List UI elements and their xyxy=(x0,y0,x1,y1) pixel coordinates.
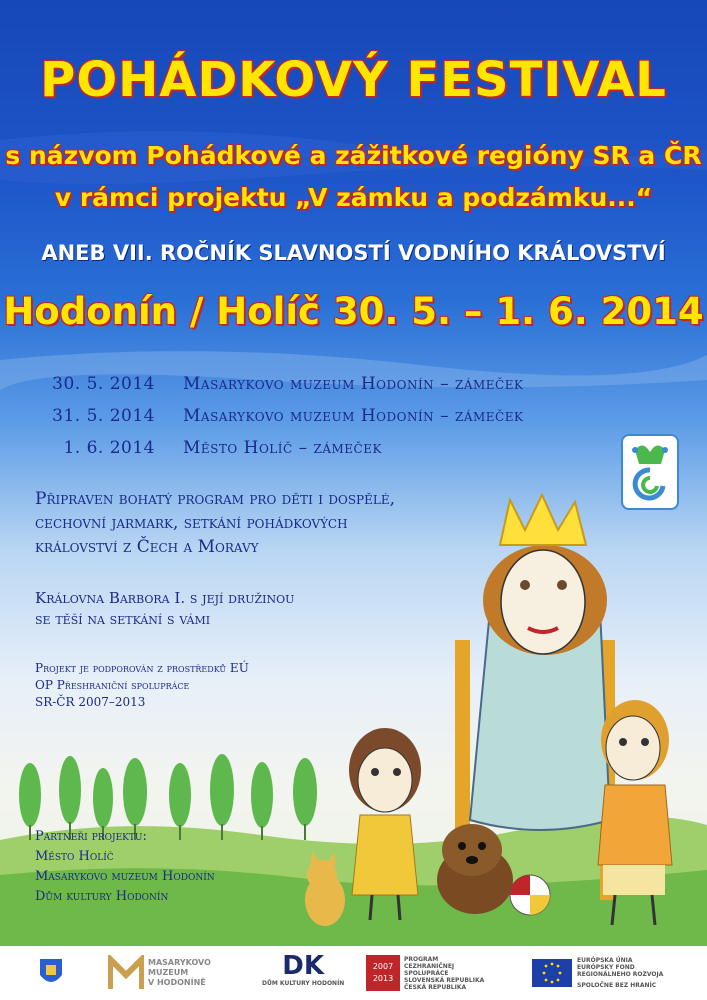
program-line: království z Čech a Moravy xyxy=(35,537,259,557)
schedule-row xyxy=(25,368,523,400)
boy-figure xyxy=(598,700,672,925)
partner-item: Masarykovo muzeum Hodonín xyxy=(35,869,215,884)
holic-coat-of-arms-logo xyxy=(38,952,64,994)
partners-block xyxy=(35,827,355,907)
logo-line: 2013 xyxy=(372,974,394,983)
logo-line: ČESKÁ REPUBLIKA xyxy=(404,983,467,991)
coat-of-arms-icon xyxy=(38,957,64,989)
schedule-place: Masarykovo muzeum Hodonín – zámeček xyxy=(183,374,524,394)
dk-caption: DŮM KULTURY HODONÍN xyxy=(262,980,345,987)
logo-line: SPOLUPRÁCE xyxy=(404,969,449,977)
queen-line: Královna Barbora I. s její družinou xyxy=(35,589,295,607)
schedule xyxy=(25,368,523,464)
dk-mark: DK xyxy=(282,951,325,981)
logo-line: MUZEUM xyxy=(148,968,189,977)
logo-line: EURÓPSKA ÚNIA xyxy=(577,957,633,964)
ball xyxy=(510,875,550,915)
queen-figure xyxy=(470,495,610,830)
program-line: cechovní jarmark, setkání pohádkových xyxy=(35,513,348,533)
tree-row xyxy=(19,754,317,828)
program-years xyxy=(366,955,400,991)
schedule-date: 1. 6. 2014 xyxy=(63,438,155,458)
funding-text xyxy=(35,660,365,711)
logo-line: CEZHRANIČNEJ xyxy=(404,962,455,970)
eu-fund-logo xyxy=(532,952,663,994)
schedule-date: 31. 5. 2014 xyxy=(52,406,155,426)
eu-motto: SPOLOČNE BEZ HRANÍC xyxy=(577,982,657,989)
logo-line: SLOVENSKÁ REPUBLIKA xyxy=(404,976,485,984)
logo-line: 2007 xyxy=(372,962,394,971)
sponsor-footer xyxy=(0,946,707,1000)
funding-line: Projekt je podporován z prostředků EÚ xyxy=(35,661,249,675)
schedule-date: 30. 5. 2014 xyxy=(52,374,155,394)
festival-title: POHÁDKOVÝ FESTIVAL xyxy=(40,52,667,108)
queen-line: se těší na setkání s vámi xyxy=(35,610,211,628)
logo-line: REGIONÁLNEHO ROZVOJA xyxy=(577,971,664,978)
partner-item: Město Holíč xyxy=(35,849,114,864)
logo-line: PROGRAM xyxy=(404,955,439,963)
schedule-row xyxy=(25,400,523,432)
logo-line: EURÓPSKY FOND xyxy=(577,964,635,971)
girl-figure xyxy=(349,728,421,920)
logo-line: MASARYKOVO xyxy=(148,958,211,967)
m-letter-icon xyxy=(108,955,144,991)
partners-title: Partneři projektu: xyxy=(35,829,147,844)
cross-border-program-logo xyxy=(366,952,484,994)
dum-kultury-logo xyxy=(262,952,344,994)
logo-line: V HODONÍNĚ xyxy=(148,978,206,987)
headline-dates: Hodonín / Holíč 30. 5. – 1. 6. 2014 xyxy=(3,290,704,333)
subtitle-name: s názvom Pohádkové a zážitkové regióny SR a ČR xyxy=(5,141,702,170)
subtitle-edition: ANEB VII. ROČNÍK SLAVNOSTÍ VODNÍHO KRÁLOVSTVÍ xyxy=(41,241,666,265)
masarykovo-muzeum-logo xyxy=(108,952,211,994)
schedule-place: Masarykovo muzeum Hodonín – zámeček xyxy=(183,406,524,426)
schedule-row xyxy=(25,432,523,464)
funding-line: OP Přeshraniční spolupráce xyxy=(35,678,190,692)
queen-text xyxy=(35,588,435,630)
jester-icon xyxy=(623,436,677,508)
program-text xyxy=(35,487,455,559)
schedule-place: Město Holíč – zámeček xyxy=(183,438,382,458)
jester-logo xyxy=(621,434,679,510)
subtitle-project: v rámci projektu „V zámku a podzámku...“ xyxy=(54,183,653,212)
program-line: Připraven bohatý program pro děti i dospělé, xyxy=(35,489,395,509)
partner-item: Dům kultury Hodonín xyxy=(35,889,169,904)
funding-line: SR-ČR 2007–2013 xyxy=(35,695,146,709)
eu-flag-icon xyxy=(532,959,572,987)
